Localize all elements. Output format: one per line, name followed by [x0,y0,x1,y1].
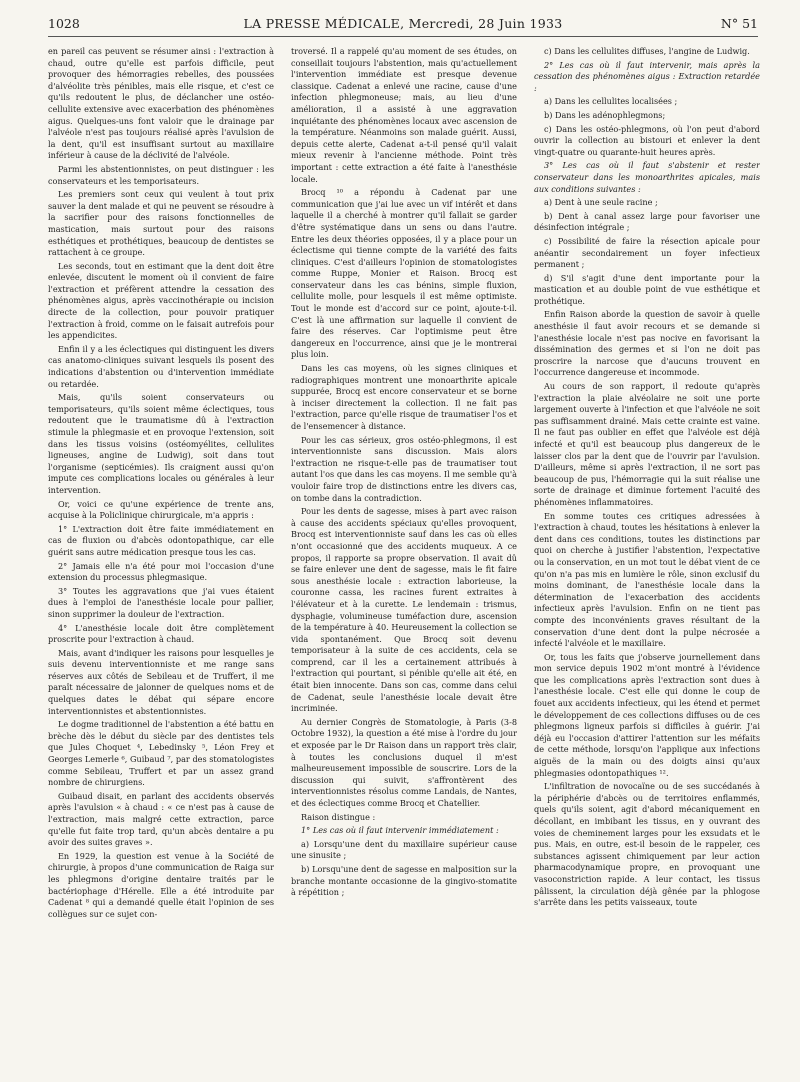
paragraph: 2° Les cas où il faut intervenir, mais après la cessation des phénomènes aigus : Extraction retardée : [534,59,760,93]
paragraph: Guibaud disait, en parlant des accidents observés après l'avulsion « à chaud : « ce n'est pas à cause de l'extraction, mais malgré cette extraction, parce qu'elle fut faite trop tard, qu'un abcès dentaire a pu avoir des suites graves ». [48,790,274,848]
header-rule [48,36,758,37]
paragraph: Au cours de son rapport, il redoute qu'après l'extraction la plaie alvéolaire ne soit une porte largement ouverte à l'infection et que l'alvéole ne soit pas suffisamment drainé. Mais cette crainte est vaine. Il ne faut pas oublier en effet que l'alvéole est déjà infecté et qu'il est beaucoup plus dangereux de le laisser clos par la dent que de l'ouvrir par l'avulsion. D'ailleurs, même si après l'extraction, il ne sort pas beaucoup de pus, l'hémorragie qui la suit réalise une sorte de drainage et diminue fortement l'acuité des phénomènes inflammatoires. [534,381,760,507]
issue-number: N° 51 [720,16,758,31]
paragraph: b) Dans les adénophlegmons; [544,109,666,120]
column-right [534,46,760,1076]
paragraph: en pareil cas peuvent se résumer ainsi : l'extraction à chaud, outre qu'elle est parfois difficile, peut provoquer des hémorragies rebelles, des poussées d'alvéolite très pénibles, mais elle risque, et c'est ce qu'ils redoutent le plus, de déclancher une ostéo-cellulite extensive avec exacerbation des phénomènes aigus. Quelques-uns font valoir que le drainage par l'alvéole n'est pas toujours réalisé après l'avulsion de la dent, qu'il est insuffisant surtout au maxillaire inférieur à cause de la déclivité de l'alvéole. [48,46,274,161]
paragraph: Enfin Raison aborde la question de savoir à quelle anesthésie il faut avoir recours et se demande si l'anesthésie locale n'est pas nocive en favorisant la dissémination des germes et si l'on ne doit pas proscrire la narcose que d'aucuns trouvent en l'occurrence dangereuse et incommode. [534,309,760,378]
paragraph: Les seconds, tout en estimant que la dent doit être enlevée, discutent le moment où il convient de faire l'extraction et préfèrent attendre la cessation des phénomènes aigus, après vaccinothérapie ou incision directe de la collection, pour pouvoir pratiquer l'extraction à froid, comme on le faisait autrefois pour les appendicites. [48,260,274,341]
paragraph: Le dogme traditionnel de l'abstention a été battu en brèche dès le début du siècle par des dentistes tels que Jules Choquet ⁴, Lebedinsky ⁵, Léon Frey et Georges Lemerle ⁶, Guibaud ⁷, par des stomatologistes comme Sebileau, Truffert et par un assez grand nombre de chirurgiens. [48,719,274,788]
paragraph: 4° L'anesthésie locale doit être complètement proscrite pour l'extraction à chaud. [48,622,274,645]
paragraph: Raison distingue : [301,811,376,822]
paragraph: Parmi les abstentionnistes, on peut distinguer : les conservateurs et les temporisateurs. [48,163,274,186]
paragraph: 1° L'extraction doit être faite immédiatement en cas de fluxion ou d'abcès odontopathique, car elle guérit sans autre médication presque tous les cas. [48,523,274,557]
paragraph: Mais, avant d'indiquer les raisons pour lesquelles je suis devenu interventionniste et me range sans réserves aux côtés de Sebileau et de Truffert, il me paraît nécessaire de jalonner de quelques noms et de quelques dates le débat qui sépare encore interventionnistes et abstentionnistes. [48,647,274,716]
page-number: 1028 [48,16,80,31]
paragraph: Mais, qu'ils soient conservateurs ou temporisateurs, qu'ils soient même éclectiques, tous redoutent que le traumatisme dû à l'extraction stimule la phlegmasie et en provoque l'extension, soit dans les tissus voisins (ostéomyélites, cellulites ligneuses, angine de Ludwig), soit dans tout l'organisme (septicémies). Ils craignent aussi qu'on impute ces complications locales ou générales à leur intervention. [48,392,274,495]
journal-title: LA PRESSE MÉDICALE, Mercredi, 28 Juin 1933 [243,16,563,31]
paragraph: b) Lorsqu'une dent de sagesse en malposition sur la branche montante occasionne de la gingivo-stomatite à répétition ; [291,863,517,898]
paragraph: c) Possibilité de faire la résection apicale pour anéantir secondairement un foyer infectieux permanent ; [534,235,760,270]
paragraph: Les premiers sont ceux qui veulent à tout prix sauver la dent malade et qui ne peuvent se résoudre à la sacrifier pour des raisons fonctionnelles de mastication, mais surtout pour des raisons esthétiques et prothétiques, beaucoup de dentistes se rattachent à ce groupe. [48,189,274,258]
paragraph: Brocq ¹⁰ a répondu à Cadenat par une communication que j'ai lue avec un vif intérêt et dans laquelle il a cherché à montrer qu'il fallait se garder d'être systématique dans un sens ou dans l'autre. Entre les deux théories opposées, il y a place pour un éclectisme qui tienne compte de la variété des faits cliniques. C'est d'ailleurs l'opinion de stomatologistes comme Ruppe, Monier et Raison. Brocq est conservateur dans les cas bénins, simple fluxion, cellulite molle, pour lesquels il est même optimiste. Tout le monde est d'accord sur ce point, ajoute-t-il. C'est là une affirmation sur laquelle il convient de faire des réserves. Car l'optimisme peut être dangereux en l'occurrence, ainsi que je le montrerai plus loin. [291,187,517,360]
paragraph: 1° Les cas où il faut intervenir immédiatement : [301,825,499,836]
paragraph: Or, tous les faits que j'observe journellement dans mon service depuis 1902 m'ont montré à l'évidence que les complications après l'extraction sont dues à l'anesthésie locale. C'est elle qui donne le coup de fouet aux accidents infectieux, qui les étend et permet le développement de ces collections diffuses ou de ces phlegmons ligneux parfois si difficiles à guérir. J'ai déjà eu l'occasion d'attirer l'attention sur les méfaits de cette méthode, lorsqu'on l'applique aux infections aiguës de la main ou des doigts ainsi qu'aux phlegmasies odontopathiques ¹². [534,651,760,778]
paragraph: En 1929, la question est venue à la Société de chirurgie, à propos d'une communication de Raiga sur les phlegmons d'origine dentaire traités par le bactériophage d'Hérelle. Elle a été introduite par Cadenat ⁸ qui a demandé quelle était l'opinion de ses collègues sur ce sujet con- [48,850,274,919]
paragraph: c) Dans les cellulites diffuses, l'angine de Ludwig. [544,46,750,56]
running-header [48,14,758,36]
paragraph: L'infiltration de novocaïne ou de ses succédanés à la périphérie d'abcès ou de territoires enflammés, quels qu'ils soient, agit d'abord mécaniquement en décollant, en imbibant les tissus, en y ouvrant des voies de cheminement larges pour les exsudats et le pus. Mais, en outre, est-il besoin de le rappeler, ces substances agissent chimiquement par leur action pharmacodynamique propre, en provoquant une vasoconstriction rapide. A leur contact, les tissus pâlissent, la circulation déjà gênée par la phlogose s'arrête dans les petits vaisseaux, toute [534,781,760,908]
paragraph: a) Dans les cellulites localisées ; [544,96,678,107]
paragraph: En somme toutes ces critiques adressées à l'extraction à chaud, toutes les hésitations à enlever la dent dans ces conditions, toutes les distinctions par quoi on cherche à justifier l'abstention, l'expectative ou la conservation, en un mot tout le débat vient de ce qu'on n'a pas mis en lumière le rôle, sinon exclusif du moins dominant, de l'anesthésie locale dans la détermination de l'exacerbation des accidents infectieux après l'avulsion. Enfin on ne tient pas compte des inconvénients graves résultant de la conservation d'une dent dont la pulpe nécrosée a infecté l'alvéole et le maxillaire. [534,510,760,649]
paragraph: 3° Toutes les aggravations que j'ai vues étaient dues à l'emploi de l'anesthésie locale pour pallier, sinon supprimer la douleur de l'extraction. [48,585,274,619]
paragraph: d) S'il s'agit d'une dent importante pour la mastication et au double point de vue esthétique et prothétique. [534,272,760,306]
paragraph: a) Lorsqu'une dent du maxillaire supérieur cause une sinusite ; [291,838,517,861]
paragraph: troversé. Il a rappelé qu'au moment de ses études, on conseillait toujours l'abstention, mais qu'actuellement l'intervention immédiate est presque devenue classique. Cadenat a enlevé une racine, cause d'une infection phlegmoneuse; mais, au lieu d'une amélioration, il a assisté à une aggravation inquiétante des phénomènes locaux avec ascension de la température. Néanmoins son malade guérit. Aussi, depuis cette alerte, Cadenat a-t-il pensé qu'il valait mieux revenir à l'ancienne méthode. Point très important : cette extraction a été faite à l'anesthésie locale. [291,46,517,184]
paragraph: 3° Les cas où il faut s'abstenir et rester conservateur dans les monoarthrites apicales, mais aux conditions suivantes : [534,160,760,194]
paragraph: a) Dent à une seule racine ; [544,197,658,208]
paragraph: 2° Jamais elle n'a été pour moi l'occasion d'une extension du processus phlegmasique. [48,560,274,583]
paragraph: Pour les dents de sagesse, mises à part avec raison à cause des accidents spéciaux qu'elles provoquent, Brocq est interventionniste sauf dans les cas où elles n'ont occasionné que des accidents muqueux. A ce propos, il rapporte sa propre observation. Il avait dû se faire enlever une dent de sagesse, mais le fit faire sous anesthésie locale : extraction laborieuse, la couronne cassa, les racines furent extraites à l'élévateur et à la curette. Le lendemain : trismus, dysphagie, volumineuse tuméfaction dure, ascension de la température à 40. Heureusement la collection se vida spontanément. Que Brocq soit devenu temporisateur à la suite de ces accidents, cela se comprend, car il les a certainement attribués à l'extraction qui pourtant, si pénible qu'elle ait été, en était bien innocente. Dans son cas, comme dans celui de Cadenat, seule l'anesthésie locale devait être incriminée. [291,506,517,714]
column-left [48,46,274,1076]
paragraph: Pour les cas sérieux, gros ostéo-phlegmons, il est interventionniste sans discussion. Mais alors l'extraction ne risque-t-elle pas de traumatiser tout autant l'os que dans les cas moyens. Il me semble qu'à vouloir faire trop de distinctions entre les divers cas, on tombe dans la contradiction. [291,434,517,503]
column-middle [291,46,517,1076]
paragraph: Dans les cas moyens, où les signes cliniques et radiographiques montrent une monoarthrite apicale suppurée, Brocq est encore conservateur et se borne à inciser directement la collection. Il ne fait pas l'extraction, parce qu'elle risque de traumatiser l'os et de l'ensemencer à distance. [291,363,517,431]
paragraph: c) Dans les ostéo-phlegmons, où l'on peut d'abord ouvrir la collection au bistouri et enlever la dent vingt-quatre ou quarante-huit heures après. [534,123,760,157]
paragraph: Or, voici ce qu'une expérience de trente ans, acquise à la Policlinique chirurgicale, m'a appris : [48,498,274,521]
paragraph: b) Dent à canal assez large pour favoriser une désinfection intégrale ; [534,210,760,233]
paragraph: Enfin il y a les éclectiques qui distinguent les divers cas anatomo-cliniques suivant lesquels ils posent des indications d'abstention ou d'intervention immédiate ou retardée. [48,343,274,389]
paragraph: Au dernier Congrès de Stomatologie, à Paris (3-8 Octobre 1932), la question a été mise à l'ordre du jour et exposée par le Dr Raison dans un rapport très clair, à toutes les conclusions duquel il m'est malheureusement impossible de souscrire. Lors de la discussion qui suivit, s'affrontèrent des interventionnistes résolus comme Landais, de Nantes, et des éclectiques comme Brocq et Chatellier. [291,716,517,808]
